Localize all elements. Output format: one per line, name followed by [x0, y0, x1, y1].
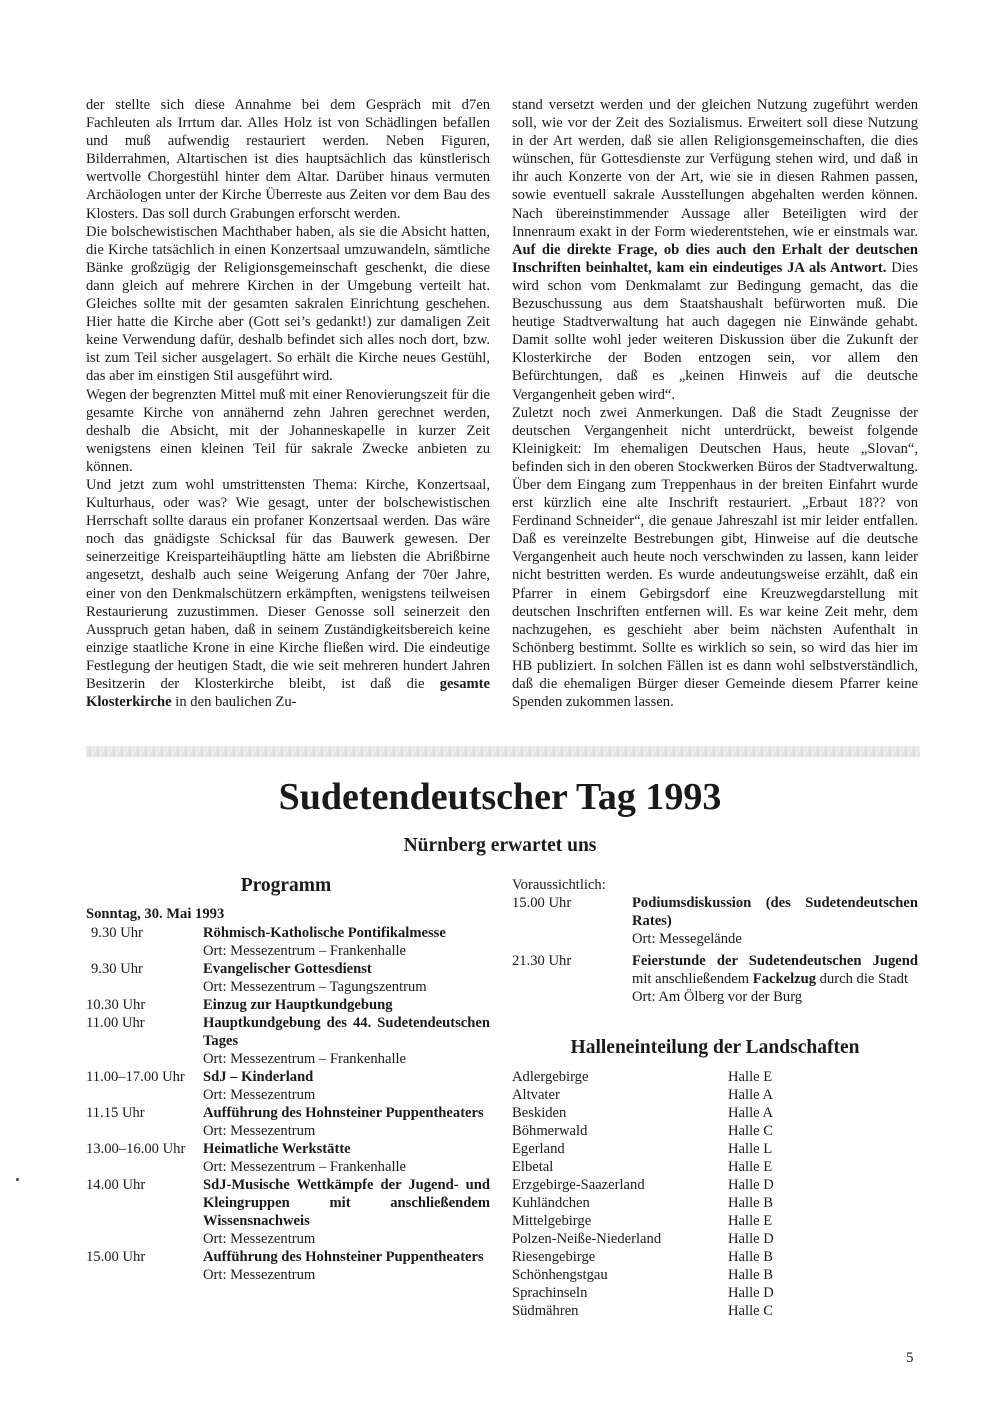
hall-row: [512, 1176, 812, 1194]
program-title: Aufführung des Hohnsteiner Puppentheaters: [203, 1105, 484, 1121]
right-program-place: Ort: Messegelände: [632, 931, 742, 947]
program-title: Aufführung des Hohnsteiner Puppentheaters: [203, 1249, 484, 1265]
right-program-text: [632, 894, 918, 930]
program-time: 15.00 Uhr: [86, 1249, 146, 1265]
article-text: der stellte sich diese Annahme bei dem Gespräch mit d7en Fachleuten als Irrtum dar. Alles Holz ist von Schädlingen befallen und muß aufwendig restauriert werden. Neben Figuren, Bilderrahmen, Altartischen ist dies hauptsächlich das künstlerisch wertvolle Chorgestühl hinter dem Altar. Darüber hinaus vermuten Archäologen unter der Kirche Überreste aus Zeiten vor dem Bau des Klosters. Das soll durch Grabungen erforscht werden.: [86, 97, 490, 222]
program-entry: [86, 1014, 490, 1068]
right-program-entry: [512, 952, 918, 1006]
program-time: 10.30 Uhr: [86, 997, 146, 1013]
article-right-column: [512, 96, 918, 711]
hall-landscape: Adlergebirge: [512, 1069, 589, 1085]
hall-number: Halle B: [728, 1195, 773, 1211]
article-paragraph: [86, 96, 490, 223]
hall-number: Halle A: [728, 1087, 773, 1103]
program-place: Ort: Messezentrum – Tagungszentrum: [203, 979, 427, 995]
article-text: Zuletzt noch zwei Anmerkungen. Daß die Stadt Zeugnisse der deutschen Vergangenheit nicht unterdrückt, beweist folgende Kleinigkeit: Im ehemaligen Deutschen Haus, heute „Slovan“, befinden sich in den oberen Stockwerken Büros der Stadtverwaltung. Über dem Eingang zum Treppenhaus in der breiten Einfahrt wurde erst kürzlich eine alte Inschrift restauriert. „Erbaut 18?? von Ferdinand Schneider“, die genaue Jahreszahl ist mir leider entfallen. Daß es vereinzelte Bestrebungen gibt, Hinweise auf die deutsche Vergangenheit auch heute noch verschwinden zu lassen, kann leider nicht bestritten werden. Es wurde andeutungsweise erzählt, daß ein Pfarrer in einem Gebirgsdorf eine Kreuzwegdarstellung mit deutschen Inschriften entfernen will. Es war keine Zeit mehr, dem nachzugehen, es geschieht aber beim nächsten Aufenthalt in Schönberg bestimmt. Sollte es wirklich so sein, so wird das hier im HB publiziert. In solchen Fällen ist es dann wohl selbstverständlich, daß die ehemaligen Bürger dieser Gemeinde diesem Pfarrer keine Spenden zukommen lassen.: [512, 404, 918, 711]
hall-row: [512, 1194, 812, 1212]
page-number: 5: [906, 1350, 914, 1366]
program-entry: [86, 1104, 490, 1140]
hall-number: Halle L: [728, 1141, 773, 1157]
article-text: Die bolschewistischen Machthaber haben, als sie die Absicht hatten, die Kirche tatsächlich in einen Konzertsaal umzuwandeln, sämtliche Bänke großzügig der Religionsgemeinschaft geschenkt, die diese dann gleich auf mehrere Kirchen in der Umgebung verteilt hat. Gleiches sollte mit der gesamten sakralen Einrichtung geschehen. Hier hatte die Kirche aber (Gott sei’s gedankt!) zur damaligen Zeit keine Verwendung dafür, deshalb befindet sich alles noch dort, bzw. ist zum Teil sicher ausgelagert. So erhält die Kirche neues Gestühl, das aber im einstigen Stil ausgeführt wird.: [86, 223, 490, 385]
right-program-place: Ort: Am Ölberg vor der Burg: [632, 989, 803, 1005]
halls-list: [512, 1068, 812, 1320]
program-title: Hauptkundgebung des 44. Sudetendeutschen Tages: [203, 1015, 490, 1049]
program-title: Evangelischer Gottesdienst: [203, 961, 372, 977]
hall-row: [512, 1302, 812, 1320]
hall-number: Halle E: [728, 1213, 773, 1229]
right-program-entry: [512, 894, 918, 948]
hall-row: [512, 1248, 812, 1266]
hall-landscape: Egerland: [512, 1141, 565, 1157]
program-time: 9.30 Uhr: [91, 925, 143, 941]
scan-speck: [16, 1178, 19, 1181]
hall-number: Halle E: [728, 1069, 773, 1085]
article-paragraph: [86, 386, 490, 476]
program-entry: [86, 1068, 490, 1104]
program-entry-body: [203, 1176, 490, 1248]
program-heading: Programm: [240, 875, 332, 896]
event-title: Sudetendeutscher Tag 1993: [278, 776, 722, 818]
program-entry-body: [203, 1104, 490, 1140]
hall-row: [512, 1104, 812, 1122]
hall-landscape: Elbetal: [512, 1159, 554, 1175]
program-entry-body: [203, 924, 490, 960]
article-text: Wegen der begrenzten Mittel muß mit einer Renovierungszeit für die gesamte Kirche von annähernd zehn Jahren gerechnet werden, deshalb die Absicht, mit der Johanneskapelle in kurzer Zeit wenigstens einen kleinen Teil für sakrale Zwecke anbieten zu können.: [86, 386, 490, 475]
program-title: Heimatliche Werkstätte: [203, 1141, 351, 1157]
program-entry-body: [203, 960, 490, 996]
program-time: 11.15 Uhr: [86, 1105, 145, 1121]
program-time: 11.00–17.00 Uhr: [86, 1069, 185, 1085]
article-text: Und jetzt zum wohl umstrittensten Thema: Kirche, Konzertsaal, Kulturhaus, oder was? Wie gesagt, unter der bolschewistischen Herrschaft sollte daraus ein profaner Konzertsaal werden. Das wäre noch das gnädigste Schicksal für das Bauwerk gewesen. Der seinerzeitige Kreisparteihäuptling hätte am liebsten die Abrißbirne angesetzt, deshalb auch seine Weigerung Anfang der 70er Jahre, einer von den Denkmalschützern erkämpften, wenigstens teilweisen Restaurierung zuzustimmen. Dieser Genosse soll seinerzeit den Ausspruch getan haben, daß in seinem Zuständigkeitsbereich keine einzige staatliche Krone in eine Kirche fließen wird. Die eindeutige Festlegung der heutigen Stadt, die wie seit mehreren hundert Jahren Besitzerin der Klosterkirche bleibt, ist daß die: [86, 476, 490, 692]
program-entry: [86, 1140, 490, 1176]
program-time: 9.30 Uhr: [91, 961, 143, 977]
program-place: Ort: Messezentrum – Frankenhalle: [203, 1051, 407, 1067]
program-place: Ort: Messezentrum – Frankenhalle: [203, 1159, 407, 1175]
hall-number: Halle D: [728, 1285, 774, 1301]
program-time: 14.00 Uhr: [86, 1177, 146, 1193]
right-program-title: Podiumsdiskussion (des Sudetendeutschen Rates): [632, 895, 918, 929]
program-entry-body: [203, 1068, 490, 1104]
program-title: SdJ – Kinderland: [203, 1069, 314, 1085]
hall-landscape: Riesengebirge: [512, 1249, 596, 1265]
article-text: in den baulichen Zu-: [171, 694, 297, 711]
program-title: Röhmisch-Katholische Pontifikalmesse: [203, 925, 446, 941]
program-place: Ort: Messezentrum: [203, 1087, 316, 1103]
hall-landscape: Erzgebirge-Saazerland: [512, 1177, 645, 1193]
program-entry: [86, 1248, 490, 1284]
right-program-text: [632, 952, 918, 988]
right-program-rows: [512, 894, 918, 1006]
right-program-body: [632, 894, 918, 948]
hall-landscape: Schönhengstgau: [512, 1267, 608, 1283]
hall-landscape: Südmähren: [512, 1303, 579, 1319]
program-list: [86, 924, 490, 1284]
article-paragraph: [86, 223, 490, 386]
program-place: Ort: Messezentrum – Frankenhalle: [203, 943, 407, 959]
hall-number: Halle C: [728, 1303, 773, 1319]
hall-row: [512, 1086, 812, 1104]
hall-row: [512, 1158, 812, 1176]
program-title: SdJ-Musische Wettkämpfe der Jugend- und Kleingruppen mit anschließendem Wissensnachweis: [203, 1177, 490, 1229]
hall-number: Halle D: [728, 1177, 774, 1193]
program-entry-body: [203, 1248, 490, 1284]
program-date: Sonntag, 30. Mai 1993: [86, 906, 225, 922]
hall-row: [512, 1284, 812, 1302]
article-bold-text: gesamte Klosterkirche: [86, 676, 490, 711]
hall-landscape: Polzen-Neiße-Niederland: [512, 1231, 662, 1247]
hall-row: [512, 1212, 812, 1230]
hall-row: [512, 1140, 812, 1158]
article-text: stand versetzt werden und der gleichen Nutzung zugeführt werden soll, wie vor der Zeit des Sozialismus. Erweitert soll diese Nutzung in der Art werden, daß sie allen Religionsgemeinschaften, die dies wünschen, für Gottesdienste zur Verfügung stehen wird, und daß in ihr auch Konzerte von der Art, wie sie in diesen Rahmen passen, sowie eventuell sakrale Ausstellungen abgehalten werden können. Nach übereinstimmender Aussage aller Beteiligten wird der Innenraum exakt in der Form wiederentstehen, wie er einstmals war.: [512, 97, 918, 240]
right-program-time: 21.30 Uhr: [512, 953, 572, 969]
hall-number: Halle D: [728, 1231, 774, 1247]
right-program-title: Feierstunde der Sudetendeutschen Jugend: [632, 953, 918, 969]
hall-landscape: Beskiden: [512, 1105, 567, 1121]
hall-landscape: Mittelgebirge: [512, 1213, 592, 1229]
program-time: 13.00–16.00 Uhr: [86, 1141, 186, 1157]
program-entry-body: [203, 1140, 490, 1176]
right-program-tail: durch die Stadt: [816, 971, 909, 987]
program-title: Einzug zur Hauptkundgebung: [203, 997, 393, 1013]
right-program-intro: Voraussichtlich:: [512, 877, 606, 893]
hall-row: [512, 1230, 812, 1248]
program-place: Ort: Messezentrum: [203, 1123, 316, 1139]
hall-number: Halle B: [728, 1267, 773, 1283]
program-entry-body: [203, 996, 490, 1014]
article-bold-text: Auf die direkte Frage, ob dies auch den Erhalt der deutschen Inschriften beinhaltet, kam ein eindeutiges JA als Antwort.: [512, 241, 918, 276]
program-entry: [86, 996, 490, 1014]
hall-row: [512, 1068, 812, 1086]
article-left-column: [86, 96, 490, 711]
hall-number: Halle E: [728, 1159, 773, 1175]
right-program-bold: Fackelzug: [752, 971, 817, 987]
hall-landscape: Sprachinseln: [512, 1285, 588, 1301]
halls-heading: Halleneinteilung der Landschaften: [570, 1037, 860, 1058]
right-program-body: [632, 952, 918, 1006]
right-program: [512, 876, 918, 1006]
program-entry: [86, 960, 490, 996]
hall-row: [512, 1266, 812, 1284]
program-place: Ort: Messezentrum: [203, 1267, 316, 1283]
program-time: 11.00 Uhr: [86, 1015, 145, 1031]
right-program-mid: mit anschließendem: [632, 971, 753, 987]
event-subtitle: Nürnberg erwartet uns: [403, 835, 597, 856]
hall-number: Halle B: [728, 1249, 773, 1265]
article-paragraph: [512, 96, 918, 404]
article-paragraph: [512, 404, 918, 712]
article-paragraph: [86, 476, 490, 711]
hall-number: Halle C: [728, 1123, 773, 1139]
hall-landscape: Altvater: [512, 1087, 560, 1103]
article-text: Dies wird schon vom Denkmalamt zur Bedingung gemacht, das die Bezuschussung aus dem Staatshaushalt befürworten muß. Die heutige Stadtverwaltung hat auch dagegen nie Einwände gehabt. Damit sollte wohl jeder weiteren Diskussion über die Zukunft der Klosterkirche der Boden entzogen sein, vor allem den Befürchtungen, daß es „keinen Hinweis auf die deutsche Vergangenheit geben wird“.: [512, 259, 918, 403]
section-divider: [86, 746, 920, 757]
right-program-time: 15.00 Uhr: [512, 895, 572, 911]
program-entry: [86, 1176, 490, 1248]
hall-number: Halle A: [728, 1105, 773, 1121]
hall-landscape: Böhmerwald: [512, 1123, 588, 1139]
program-entry-body: [203, 1014, 490, 1068]
hall-landscape: Kuhländchen: [512, 1195, 590, 1211]
hall-row: [512, 1122, 812, 1140]
program-entry: [86, 924, 490, 960]
program-place: Ort: Messezentrum: [203, 1231, 316, 1247]
